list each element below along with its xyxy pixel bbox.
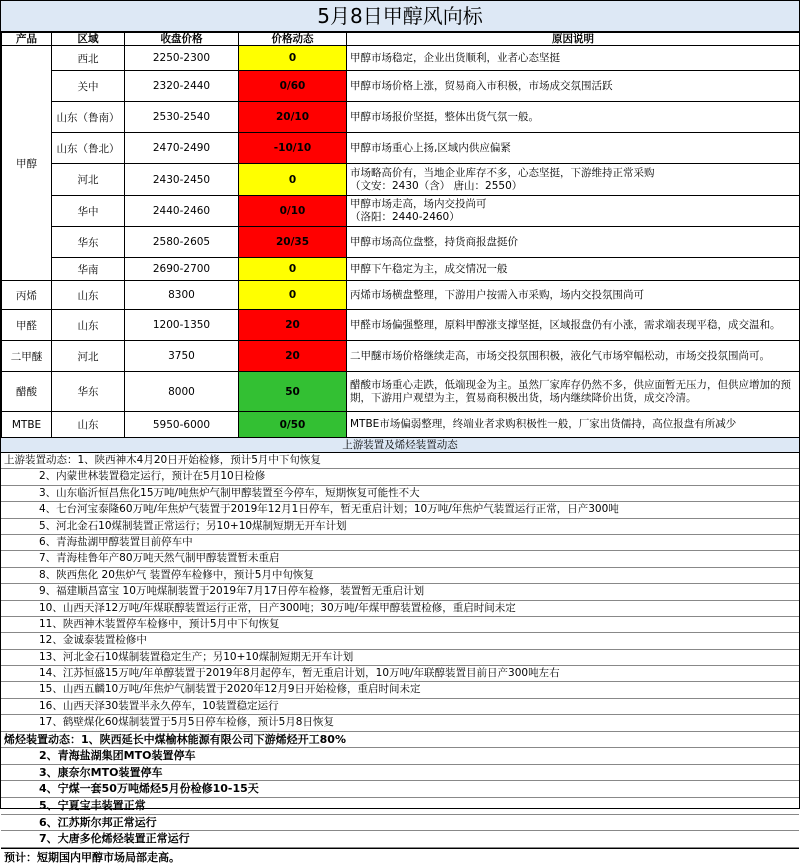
- region-cell: 华南: [52, 258, 125, 281]
- price-cell: 8000: [125, 372, 239, 412]
- change-cell: 20: [239, 341, 347, 372]
- note-cell: [347, 164, 800, 196]
- change-cell: 0: [239, 164, 347, 196]
- header-price: 收盘价格: [125, 33, 239, 46]
- price-cell: 1200-1350: [125, 310, 239, 341]
- price-cell: 2430-2450: [125, 164, 239, 196]
- note-line: 甲醇市场稳定，企业出货顺利，业者心态坚挺: [350, 51, 560, 64]
- list-item: 3、康奈尔MTO装置停车: [1, 765, 799, 782]
- list-item: 12、金诚泰装置检修中: [1, 633, 799, 649]
- list-item: 7、大唐多伦烯烃装置正常运行: [1, 831, 799, 848]
- table-row: [2, 196, 800, 227]
- table-row: [2, 164, 800, 196]
- change-cell: 0/60: [239, 71, 347, 102]
- table-row: [2, 71, 800, 102]
- header-note: 原因说明: [347, 33, 800, 46]
- header-region: 区域: [52, 33, 125, 46]
- price-cell: 2530-2540: [125, 102, 239, 133]
- list-item: 3、山东临沂恒昌焦化15万吨/吨焦炉气制甲醇装置至今停车，短期恢复可能性不大: [1, 486, 799, 502]
- note-line: 甲醇市场报价坚挺，整体出货气氛一般。: [350, 110, 539, 123]
- note-cell: [347, 46, 800, 71]
- header-product: 产品: [2, 33, 52, 46]
- table-row: [2, 310, 800, 341]
- change-cell: 50: [239, 372, 347, 412]
- change-cell: 20: [239, 310, 347, 341]
- forecast-text: 预计：短期国内甲醇市场局部走高。: [1, 848, 799, 867]
- table-row: [2, 102, 800, 133]
- list-item: 6、江苏斯尔邦正常运行: [1, 815, 799, 832]
- table-row: [2, 412, 800, 438]
- price-cell: 2320-2440: [125, 71, 239, 102]
- list-item: 17、鹤壁煤化60煤制装置于5月5日停车检修，预计5月8日恢复: [1, 715, 799, 731]
- change-cell: 0/50: [239, 412, 347, 438]
- table-row: [2, 258, 800, 281]
- price-cell: 2690-2700: [125, 258, 239, 281]
- list-item: 5、河北金石10煤制装置正常运行；另10+10煤制短期无开车计划: [1, 519, 799, 535]
- region-cell: 山东: [52, 310, 125, 341]
- list-item: 15、山西五麟10万吨/年焦炉气制装置于2020年12月9日开始检修，重启时间未定: [1, 682, 799, 698]
- olefin-list: [1, 732, 799, 848]
- note-cell: MTBE市场偏弱整理，终端业者求购积极性一般，厂家出货儒持，高位报盘有所减少: [347, 412, 800, 438]
- change-cell: 0/10: [239, 196, 347, 227]
- change-cell: 0: [239, 281, 347, 310]
- change-cell: 0: [239, 46, 347, 71]
- list-item: 6、青海盐湖甲醇装置目前停车中: [1, 535, 799, 551]
- section-title: 上游装置及烯烃装置动态: [1, 438, 799, 453]
- price-cell: 2580-2605: [125, 227, 239, 258]
- price-cell: 3750: [125, 341, 239, 372]
- region-cell: 河北: [52, 341, 125, 372]
- note-line: 甲醇下午稳定为主，成交情况一般: [350, 262, 508, 275]
- table-row: [2, 372, 800, 412]
- list-item: 2、青海盐湖集团MTO装置停车: [1, 748, 799, 765]
- note-line: 甲醇市场价格上涨，贸易商入市积极，市场成交氛围活跃: [350, 79, 613, 92]
- price-table: [1, 32, 800, 438]
- price-cell: 2470-2490: [125, 133, 239, 164]
- list-item: 烯烃装置动态：1、陕西延长中煤榆林能源有限公司下游烯烃开工80%: [1, 732, 799, 749]
- note-cell: [347, 196, 800, 227]
- list-item: 13、河北金石10煤制装置稳定生产；另10+10煤制短期无开车计划: [1, 650, 799, 666]
- note-cell: 醋酸市场重心走跌，低端现金为主。虽然厂家库存仍然不多，供应面暂无压力，但供应增加的预期，下游用户观望为主，賀易商积极出货，场内继续降价出货，成交冷清。: [347, 372, 800, 412]
- note-line: 甲醇市场走高，场内交投尚可: [350, 198, 487, 210]
- note-line: 甲醇市场重心上扬,区域内供应偏紧: [350, 141, 511, 154]
- product-cell: 丙烯: [2, 281, 52, 310]
- table-row: [2, 341, 800, 372]
- report-title: 5月8日甲醇风向标: [1, 1, 799, 32]
- note-line: 甲醇市场高位盘整，持货商报盘挺价: [350, 235, 518, 248]
- note-line-2: （洛阳：2440-2460）: [350, 211, 460, 223]
- region-cell: 西北: [52, 46, 125, 71]
- list-item: 4、七台河宝泰隆60万吨/年焦炉气装置于2019年12月1日停车，暂无重启计划；10万吨/年焦炉气装置运行正常，日产300吨: [1, 502, 799, 518]
- note-cell: [347, 133, 800, 164]
- table-row: [2, 133, 800, 164]
- product-cell: 甲醇: [2, 46, 52, 281]
- note-cell: [347, 227, 800, 258]
- region-cell: 山东（鲁北）: [52, 133, 125, 164]
- product-cell: 二甲醚: [2, 341, 52, 372]
- region-cell: 华东: [52, 372, 125, 412]
- note-cell: 丙烯市场横盘整理，下游用户按需入市采购，场内交投氛围尚可: [347, 281, 800, 310]
- change-cell: 20/10: [239, 102, 347, 133]
- price-cell: 8300: [125, 281, 239, 310]
- region-cell: 山东: [52, 412, 125, 438]
- change-cell: 0: [239, 258, 347, 281]
- region-cell: 山东（鲁南）: [52, 102, 125, 133]
- price-cell: 2250-2300: [125, 46, 239, 71]
- region-cell: 华东: [52, 227, 125, 258]
- list-item: 上游装置动态：1、陕西神木4月20日开始检修，预计5月中下旬恢复: [1, 453, 799, 469]
- note-cell: [347, 258, 800, 281]
- header-change: 价格动态: [239, 33, 347, 46]
- list-item: 14、江苏恒盛15万吨/年单醇装置于2019年8月起停车，暂无重启计划，10万吨/年联醇装置目前日产300吨左右: [1, 666, 799, 682]
- table-row: [2, 46, 800, 71]
- product-cell: MTBE: [2, 412, 52, 438]
- product-cell: 醋酸: [2, 372, 52, 412]
- list-item: 7、青海桂鲁年产80万吨天然气制甲醇装置暂未重启: [1, 551, 799, 567]
- upstream-list: [1, 453, 799, 732]
- region-cell: 山东: [52, 281, 125, 310]
- list-item: 10、山西天泽12万吨/年煤联醇装置运行正常，日产300吨；30万吨/年煤甲醇装置检修，重启时间未定: [1, 601, 799, 617]
- list-item: 9、福建顺昌富宝 10万吨煤制装置于2019年7月17日停车检修，装置暂无重启计划: [1, 584, 799, 600]
- list-item: 4、宁煤一套50万吨烯烃5月份检修10-15天: [1, 781, 799, 798]
- note-line: 市场略高价有，当地企业库存不多，心态坚挺，下游维持正常采购: [350, 166, 655, 179]
- note-cell: 二甲醚市场价格继续走高，市场交投氛围积极，液化气市场窄幅松动，市场交投氛围尚可。: [347, 341, 800, 372]
- list-item: 5、宁夏宝丰装置正常: [1, 798, 799, 815]
- note-cell: [347, 71, 800, 102]
- change-cell: 20/35: [239, 227, 347, 258]
- table-row: [2, 227, 800, 258]
- region-cell: 关中: [52, 71, 125, 102]
- list-item: 11、陕西神木装置停车检修中，预计5月中下旬恢复: [1, 617, 799, 633]
- list-item: 2、内蒙世林装置稳定运行，预计在5月10日检修: [1, 469, 799, 485]
- note-cell: 甲醛市场偏强整理，原料甲醇涨支撑坚挺，区域报盘仍有小涨，需求端表现平稳，成交温和。: [347, 310, 800, 341]
- change-cell: -10/10: [239, 133, 347, 164]
- region-cell: 河北: [52, 164, 125, 196]
- price-cell: 5950-6000: [125, 412, 239, 438]
- list-item: 8、陕西焦化 20焦炉气 装置停车检修中，预计5月中旬恢复: [1, 568, 799, 584]
- note-line-2: （文安：2430（含） 唐山：2550）: [350, 179, 523, 192]
- price-cell: 2440-2460: [125, 196, 239, 227]
- table-row: [2, 281, 800, 310]
- list-item: 16、山西天泽30装置半永久停车，10装置稳定运行: [1, 699, 799, 715]
- table-header-row: [2, 33, 800, 46]
- product-cell: 甲醛: [2, 310, 52, 341]
- region-cell: 华中: [52, 196, 125, 227]
- note-cell: [347, 102, 800, 133]
